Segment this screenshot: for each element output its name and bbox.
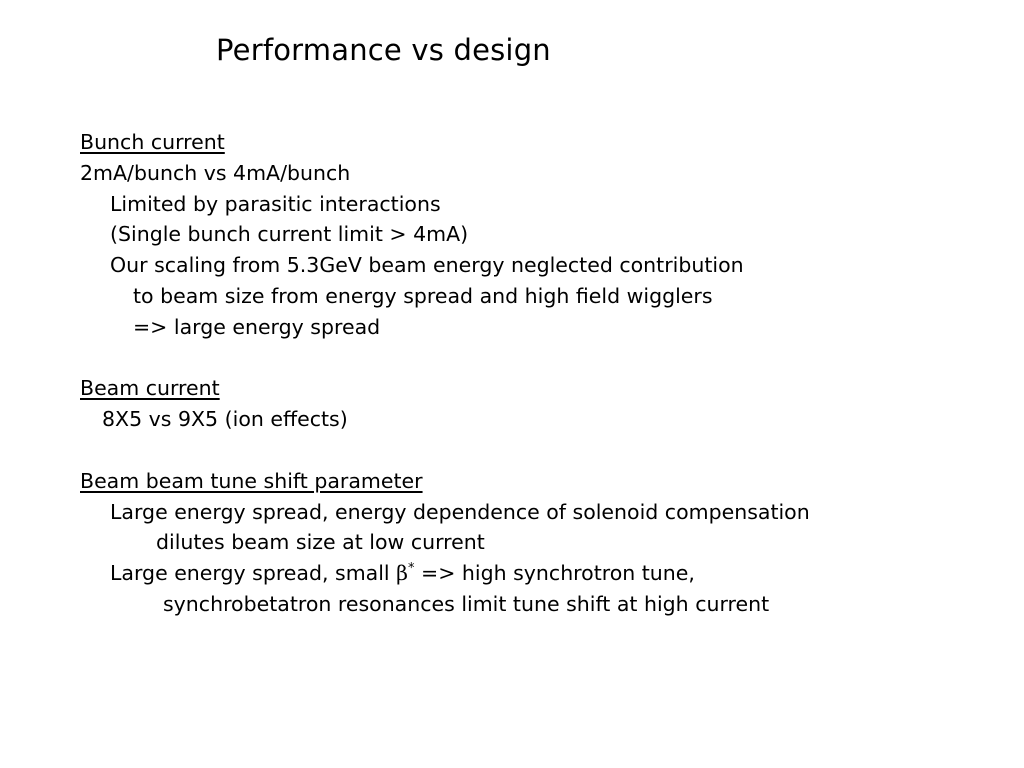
section-bunch-current bbox=[80, 127, 1000, 158]
section-beam-beam bbox=[80, 466, 1000, 497]
bunch-current-line: to beam size from energy spread and high field wigglers bbox=[133, 283, 713, 308]
beam-beam-line-post: => high synchrotron tune, bbox=[414, 561, 695, 586]
spacer bbox=[80, 343, 1000, 374]
slide-title: Performance vs design bbox=[216, 33, 551, 67]
beam-beam-line-beta bbox=[80, 558, 1000, 589]
bunch-current-line: (Single bunch current limit > 4mA) bbox=[110, 222, 469, 247]
spacer bbox=[80, 435, 1000, 466]
bunch-current-line: Limited by parasitic interactions bbox=[110, 191, 441, 216]
beam-beam-line: synchrobetatron resonances limit tune shift at high current bbox=[163, 591, 770, 616]
star-superscript: * bbox=[408, 561, 415, 577]
beam-beam-heading: Beam beam tune shift parameter bbox=[80, 468, 423, 493]
slide-body bbox=[80, 127, 1000, 620]
bunch-current-line: => large energy spread bbox=[133, 314, 381, 339]
beam-current-heading: Beam current bbox=[80, 376, 220, 401]
bunch-current-line: 2mA/bunch vs 4mA/bunch bbox=[80, 160, 351, 185]
bunch-current-line: Our scaling from 5.3GeV beam energy neglected contribution bbox=[110, 253, 744, 278]
beta-symbol: β bbox=[396, 561, 409, 586]
beam-beam-line-pre: Large energy spread, small bbox=[110, 561, 397, 586]
beam-beam-line: Large energy spread, energy dependence of solenoid compensation bbox=[110, 499, 810, 524]
beam-beam-line: dilutes beam size at low current bbox=[156, 530, 485, 555]
section-beam-current bbox=[80, 373, 1000, 404]
bunch-current-heading: Bunch current bbox=[80, 130, 225, 154]
beam-current-line: 8X5 vs 9X5 (ion effects) bbox=[102, 407, 348, 432]
